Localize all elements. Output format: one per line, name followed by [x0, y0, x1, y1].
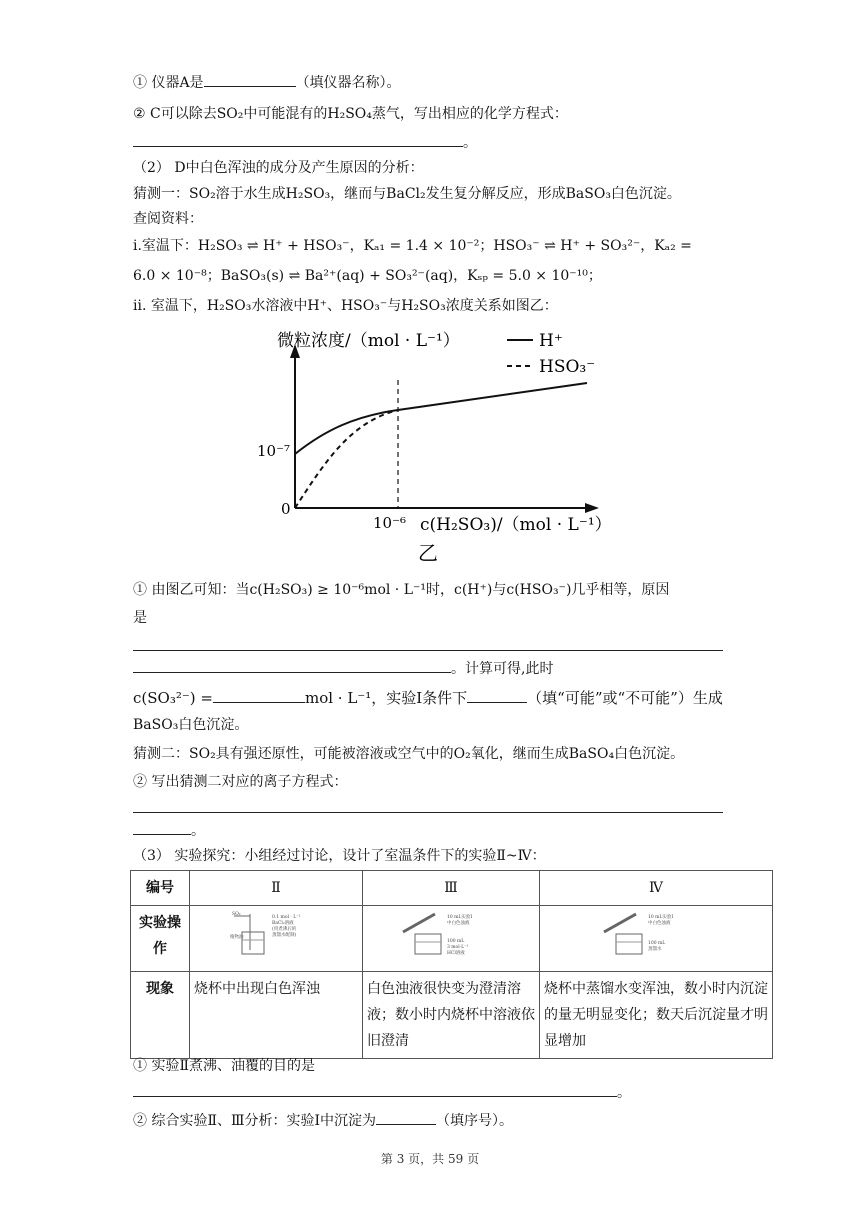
ion-equation-question: ② 写出猜测二对应的离子方程式：	[133, 774, 348, 790]
svg-text:HCl溶液: HCl溶液	[447, 951, 465, 956]
apparatus-2-figure	[230, 910, 330, 958]
svg-text:10 mL实验Ⅰ: 10 mL实验Ⅰ	[648, 915, 674, 920]
y-axis-label: 微粒浓度/（mol · L⁻¹）	[277, 331, 460, 351]
header-exp-4: Ⅳ	[540, 871, 773, 906]
answer-blank[interactable]	[133, 658, 451, 673]
answer-blank[interactable]	[376, 1110, 436, 1125]
row-label-phenomenon: 现象	[131, 972, 190, 1059]
ion-equation-answer-line: 。	[133, 820, 205, 841]
cell-phenomenon-2: 烧杯中出现白色浑浊	[190, 972, 363, 1059]
svg-text:BaCl₂溶液: BaCl₂溶液	[272, 921, 294, 926]
info-1-line-b: 6.0 × 10⁻⁸；BaSO₃(s) ⇌ Ba²⁺(aq) + SO₃²⁻(aq)，Kₛₚ = 5.0 × 10⁻¹⁰；	[133, 268, 602, 284]
cell-operation-2	[190, 906, 363, 972]
guess-1: 猜测一：SO₂溶于水生成H₂SO₃，继而与BaCl₂发生复分解反应，形成BaSO₃白色沉淀。	[133, 186, 681, 202]
question-2-answer-line: 。	[133, 132, 477, 153]
x-axis-label: c(H₂SO₃)/（mol · L⁻¹）	[420, 515, 612, 535]
series-h-plus-line	[295, 383, 587, 454]
answer-blank-long[interactable]	[133, 812, 723, 813]
header-exp-2: Ⅱ	[190, 871, 363, 906]
legend-h-plus-label: H⁺	[539, 331, 563, 351]
cell-phenomenon-3: 白色浊液很快变为澄清溶液；数小时内烧杯中溶液依旧澄清	[363, 972, 540, 1059]
svg-text:中白色浊液: 中白色浊液	[447, 921, 470, 926]
analysis-1: ① 由图乙可知：当c(H₂SO₃) ≥ 10⁻⁶mol · L⁻¹时，c(H⁺)与c(HSO₃⁻)几乎相等，原因	[133, 582, 670, 598]
cell-operation-4	[540, 906, 773, 972]
experiment-table	[130, 870, 773, 1059]
so3-concentration-line: c(SO₃²⁻) = mol · L⁻¹，实验Ⅰ条件下 （填“可能”或“不可能”）生成	[133, 689, 723, 707]
question-b1-answer-line: 。	[133, 1082, 631, 1103]
row-label-operation: 实验操作	[131, 906, 190, 972]
svg-text:蒸馏水配制): 蒸馏水配制)	[272, 933, 297, 938]
answer-blank[interactable]	[467, 688, 527, 703]
question-b1: ① 实验Ⅱ煮沸、油覆的目的是	[133, 1058, 315, 1074]
svg-text:10 mL实验Ⅰ: 10 mL实验Ⅰ	[447, 915, 473, 920]
info-2: ⅱ. 室温下，H₂SO₃水溶液中H⁺、HSO₃⁻与H₂SO₃浓度关系如图乙：	[133, 298, 558, 314]
series-hso3-line	[295, 410, 398, 508]
question-2: ② C可以除去SO₂中可能混有的H₂SO₄蒸气，写出相应的化学方程式：	[133, 106, 568, 122]
apparatus-4-figure	[594, 910, 704, 958]
svg-text:SO₂: SO₂	[232, 912, 241, 917]
header-id: 编号	[131, 871, 190, 906]
analysis-calc-line: 。计算可得,此时	[133, 658, 553, 679]
origin-label: 0	[281, 500, 291, 518]
svg-text:中白色浊液: 中白色浊液	[648, 921, 671, 926]
guess-2: 猜测二：SO₂具有强还原性，可能被溶液或空气中的O₂氧化，继而生成BaSO₄白色沉淀。	[133, 746, 685, 762]
svg-text:植物油: 植物油	[230, 935, 244, 940]
chart-caption: 乙	[418, 541, 438, 565]
answer-blank[interactable]	[204, 72, 296, 87]
so3-line-2: BaSO₃白色沉淀。	[133, 717, 249, 733]
svg-text:(用煮沸后的: (用煮沸后的	[272, 927, 297, 932]
answer-blank[interactable]	[133, 132, 463, 147]
answer-blank[interactable]	[133, 1082, 617, 1097]
apparatus-3-figure	[393, 910, 503, 958]
part-3-heading: （3） 实验探究：小组经过讨论，设计了室温条件下的实验Ⅱ~Ⅳ：	[133, 848, 546, 864]
cell-operation-3	[363, 906, 540, 972]
x-axis-arrow	[585, 503, 599, 513]
svg-text:蒸馏水: 蒸馏水	[648, 947, 662, 952]
answer-blank[interactable]	[133, 820, 191, 835]
svg-text:100 mL: 100 mL	[648, 941, 666, 946]
page-footer: 第 3 页，共 59 页	[380, 1152, 480, 1166]
table-row-phenomenon	[131, 972, 773, 1059]
y-tick-label: 10⁻⁷	[257, 442, 291, 460]
legend-hso3-label: HSO₃⁻	[539, 357, 596, 377]
svg-text:0.1 mol · L⁻¹: 0.1 mol · L⁻¹	[272, 915, 301, 920]
info-1-line-a: ⅰ.室温下：H₂SO₃ ⇌ H⁺ + HSO₃⁻，Kₐ₁ = 1.4 × 10⁻²；HSO₃⁻ ⇌ H⁺ + SO₃²⁻，Kₐ₂ =	[133, 238, 692, 254]
analysis-1-continued: 是	[133, 610, 147, 626]
x-tick-label: 10⁻⁶	[373, 514, 407, 532]
question-b2: ② 综合实验Ⅱ、Ⅲ分析：实验Ⅰ中沉淀为 （填序号）。	[133, 1110, 513, 1131]
lookup-heading: 查阅资料：	[133, 211, 203, 227]
cell-phenomenon-4: 烧杯中蒸馏水变浑浊，数小时内沉淀的量无明显变化；数天后沉淀量才明显增加	[540, 972, 773, 1059]
concentration-chart	[255, 322, 615, 572]
table-header-row	[131, 871, 773, 906]
table-row-operation	[131, 906, 773, 972]
question-1: ① 仪器A是 （填仪器名称）。	[133, 72, 401, 93]
svg-text:3 mol·L⁻¹: 3 mol·L⁻¹	[447, 945, 469, 950]
part-2-heading: （2） D中白色浑浊的成分及产生原因的分析：	[133, 160, 424, 176]
answer-blank[interactable]	[213, 688, 305, 703]
answer-blank-long[interactable]	[133, 650, 723, 651]
svg-text:100 mL: 100 mL	[447, 939, 465, 944]
header-exp-3: Ⅲ	[363, 871, 540, 906]
